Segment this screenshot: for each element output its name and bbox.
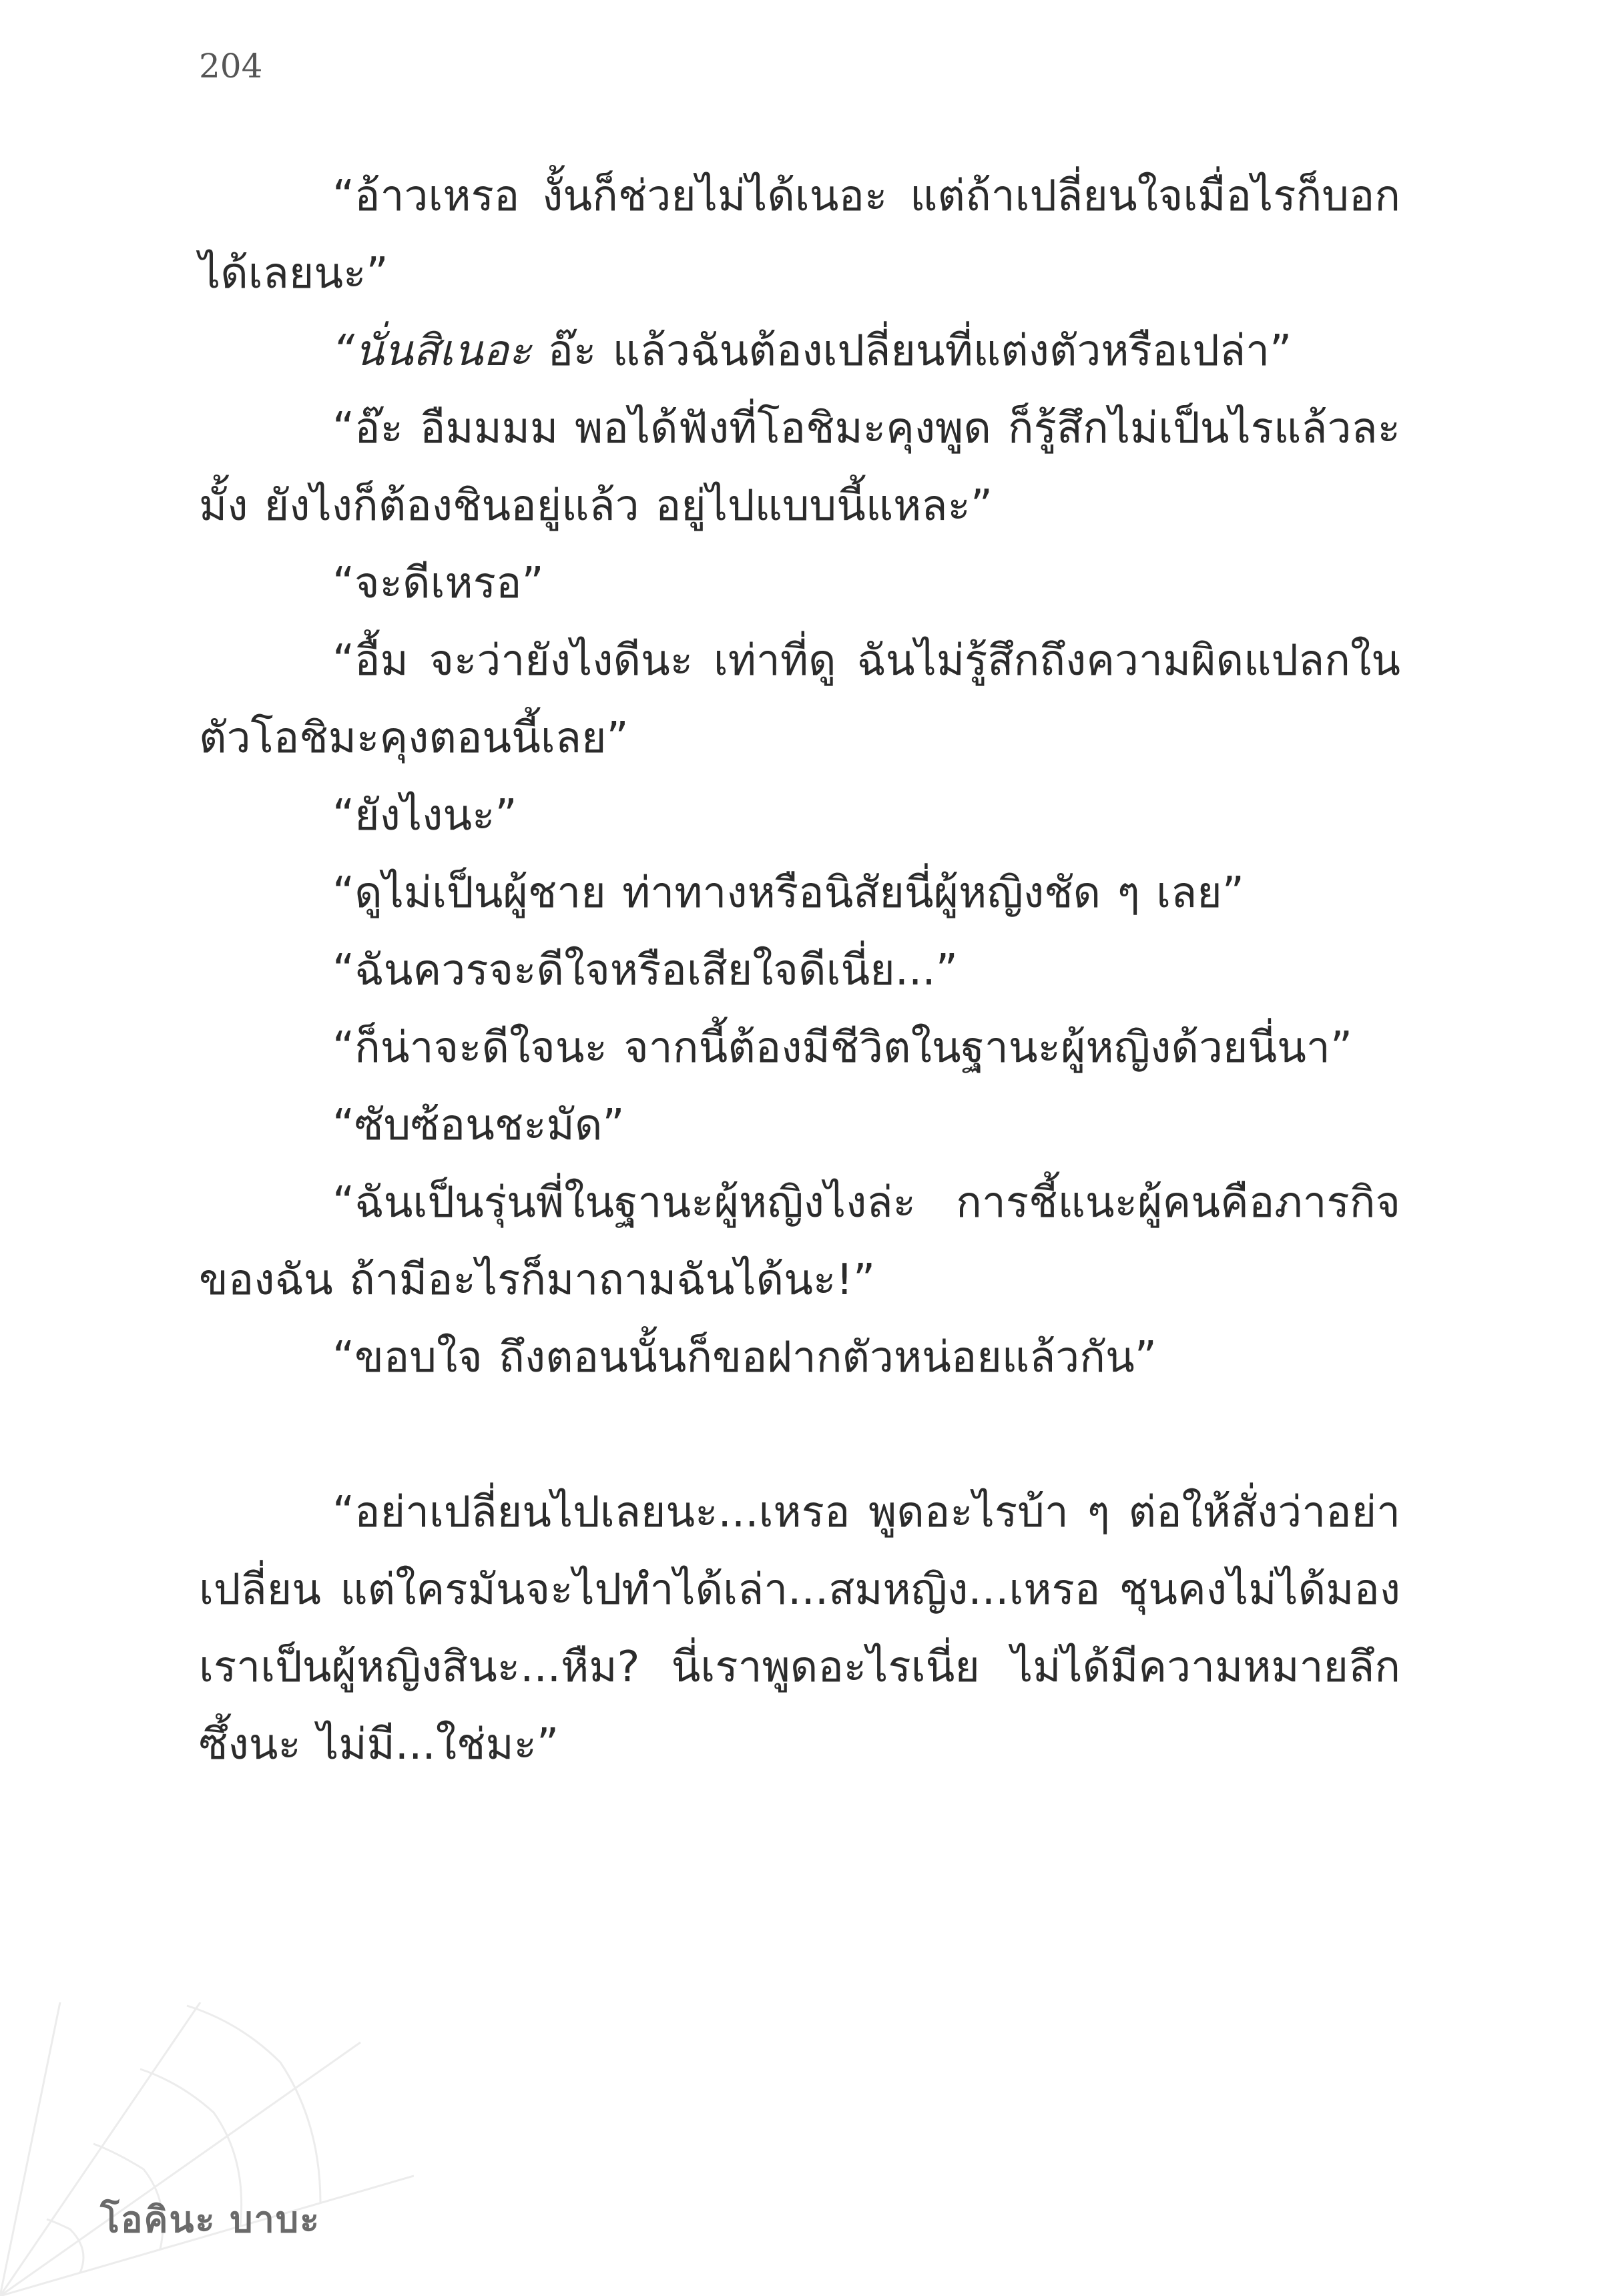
text-body — [199, 158, 1400, 1783]
spider-web-decoration — [0, 2002, 414, 2296]
page-number: 204 — [199, 47, 263, 85]
paragraph: “ก็น่าจะดีใจนะ จากนี้ต้องมีชีวิตในฐานะผู้หญิงด้วยนี่นา” — [332, 1023, 1352, 1073]
paragraph: “ดูไม่เป็นผู้ชาย ท่าทางหรือนิสัยนี่ผู้หญิงชัด ๆ เลย” — [332, 868, 1244, 918]
paragraph: “อย่าเปลี่ยนไปเลยนะ...เหรอ พูดอะไรบ้า ๆ ต่อให้สั่งว่าอย่าเปลี่ยน แต่ใครมันจะไปทำได้เล่า...สมหญิง...เหรอ ชุนคงไม่ได้มองเราเป็นผู้หญิงสินะ...หืม? นี่เราพูดอะไรเนี่ย ไม่ได้มีความหมายลึกซึ้งนะ ไม่มี...ใช่มะ” — [199, 1488, 1400, 1769]
section-break — [199, 1396, 1400, 1474]
paragraph: “ซับซ้อนชะมัด” — [332, 1101, 625, 1150]
paragraph: “ฉันควรจะดีใจหรือเสียใจดีเนี่ย...” — [332, 946, 958, 995]
italic-phrase: “นั่นสิเนอะ — [332, 326, 532, 376]
paragraph: “อื้ม จะว่ายังไงดีนะ เท่าที่ดู ฉันไม่รู้สึกถึงความผิดแปลกในตัวโอชิมะคุงตอนนี้เลย” — [199, 636, 1400, 763]
paragraph: “ขอบใจ ถึงตอนนั้นก็ขอฝากตัวหน่อยแล้วกัน” — [332, 1333, 1157, 1382]
book-title-footer: โอคินะ บาบะ — [100, 2199, 321, 2241]
paragraph: “อ้าวเหรอ งั้นก็ช่วยไม่ได้เนอะ แต่ถ้าเปลี่ยนใจเมื่อไรก็บอกได้เลยนะ” — [199, 172, 1400, 298]
paragraph: “ฉันเป็นรุ่นพี่ในฐานะผู้หญิงไงล่ะ การชี้แนะผู้คนคือภารกิจของฉัน ถ้ามีอะไรก็มาถามฉันได้นะ!” — [199, 1178, 1400, 1305]
paragraph: “อ๊ะ อืมมมม พอได้ฟังที่โอชิมะคุงพูด ก็รู้สึกไม่เป็นไรแล้วละมั้ง ยังไงก็ต้องชินอยู่แล้ว อยู่ไปแบบนี้แหละ” — [199, 404, 1400, 531]
paragraph: “จะดีเหรอ” — [332, 559, 544, 608]
paragraph-rest: อ๊ะ แล้วฉันต้องเปลี่ยนที่แต่งตัวหรือเปล่า” — [531, 326, 1292, 376]
paragraph: “ยังไงนะ” — [332, 791, 517, 840]
paragraph — [199, 312, 1400, 390]
